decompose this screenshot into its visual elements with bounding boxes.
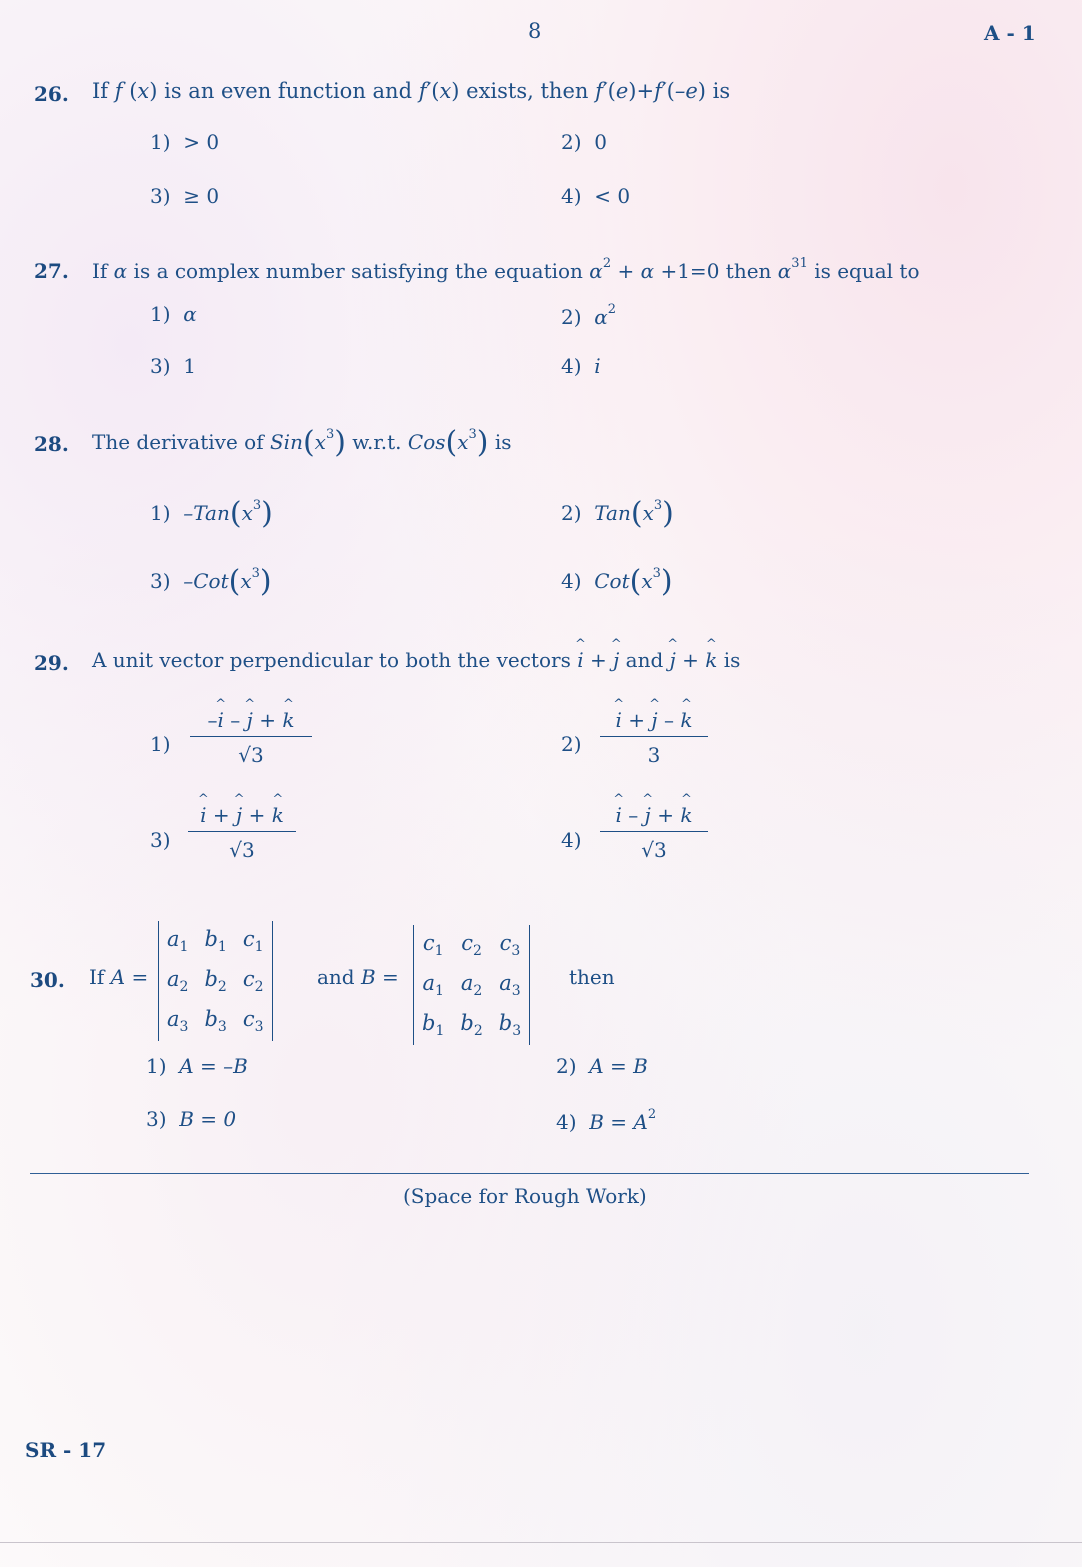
question-30-if-a: If A =	[89, 965, 149, 989]
matrix-b-determinant: $c_1$ $c_2$ $c_3$ $a_1$ $a_2$ $a_3$ $b_1$ $b_2$ $b_3$	[413, 925, 530, 1045]
q29-option-4-fraction: ^ $\frac{i - \^{} j + \^{} k}{√3}$	[600, 803, 708, 862]
q26-option-2: 2) 0	[561, 130, 607, 154]
question-number-29: 29.	[34, 651, 69, 675]
rough-work-divider	[30, 1173, 1029, 1174]
q28-option-4: 4) $Cot(x^3)$	[561, 564, 673, 599]
q28-option-1: 1) $-Tan(x^3)$	[150, 496, 273, 531]
q29-option-1-fraction: $\frac{-\^{} i - \^{} j + \^{} k}{√3}$	[190, 708, 312, 767]
q29-option-1-number: 1)	[150, 732, 171, 756]
question-number-28: 28.	[34, 432, 69, 456]
q28-option-2: 2) $Tan(x^3)$	[561, 496, 674, 531]
question-number-30: 30.	[30, 968, 65, 992]
question-30-and-b: and B =	[317, 965, 399, 989]
q27-option-1: 1) α	[150, 302, 197, 326]
question-28-text: The derivative of $Sin(x^3)$ w.r.t. $Cos(x^3)$ is	[92, 425, 512, 460]
q29-option-3-number: 3)	[150, 828, 171, 852]
rough-work-label: (Space for Rough Work)	[403, 1184, 647, 1208]
q29-option-3-fraction: ^ $\frac{i + \^{} j + \^{} k}{√3}$	[188, 803, 296, 862]
page-number: 8	[528, 19, 542, 43]
q29-option-2-fraction: ^ $\frac{i + \^{} j - \^{} k}{3}$	[600, 708, 708, 767]
question-29-text: A unit vector perpendicular to both the vectors ^ i + ^ j and ^ j + ^ k is	[92, 648, 740, 672]
question-26-text: If f (x) is an even function and f′(x) exists, then f′(e)+f′(–e) is	[92, 79, 731, 103]
question-number-26: 26.	[34, 82, 69, 106]
q26-option-3: 3) ≥ 0	[150, 184, 220, 208]
question-27-text: If α is a complex number satisfying the equation $\alpha^2 + \alpha +1=0$ then $\alpha^{31}$ is equal to	[92, 256, 920, 283]
q30-option-3: 3) B = 0	[146, 1107, 237, 1131]
q27-option-2: 2) $\alpha^2$	[561, 302, 617, 329]
q29-option-4-number: 4)	[561, 828, 582, 852]
q26-option-4: 4) < 0	[561, 184, 631, 208]
q30-option-2: 2) A = B	[556, 1054, 648, 1078]
question-number-27: 27.	[34, 259, 69, 283]
q27-option-3: 3) 1	[150, 354, 196, 378]
q30-option-1: 1) A = –B	[146, 1054, 248, 1078]
matrix-a-determinant: $a_1$ $b_1$ $c_1$ $a_2$ $b_2$ $c_2$ $a_3$ $b_3$ $c_3$	[158, 921, 273, 1041]
q30-option-4: 4) $B = A^2$	[556, 1107, 657, 1134]
q29-option-2-number: 2)	[561, 732, 582, 756]
paper-code: A - 1	[984, 21, 1036, 45]
q28-option-3: 3) $-Cot(x^3)$	[150, 564, 272, 599]
series-code: SR - 17	[25, 1438, 107, 1462]
question-30-then: then	[569, 965, 615, 989]
q26-option-1: 1) > 0	[150, 130, 220, 154]
q27-option-4: 4) i	[561, 354, 601, 378]
page-bottom-edge	[0, 1542, 1082, 1543]
